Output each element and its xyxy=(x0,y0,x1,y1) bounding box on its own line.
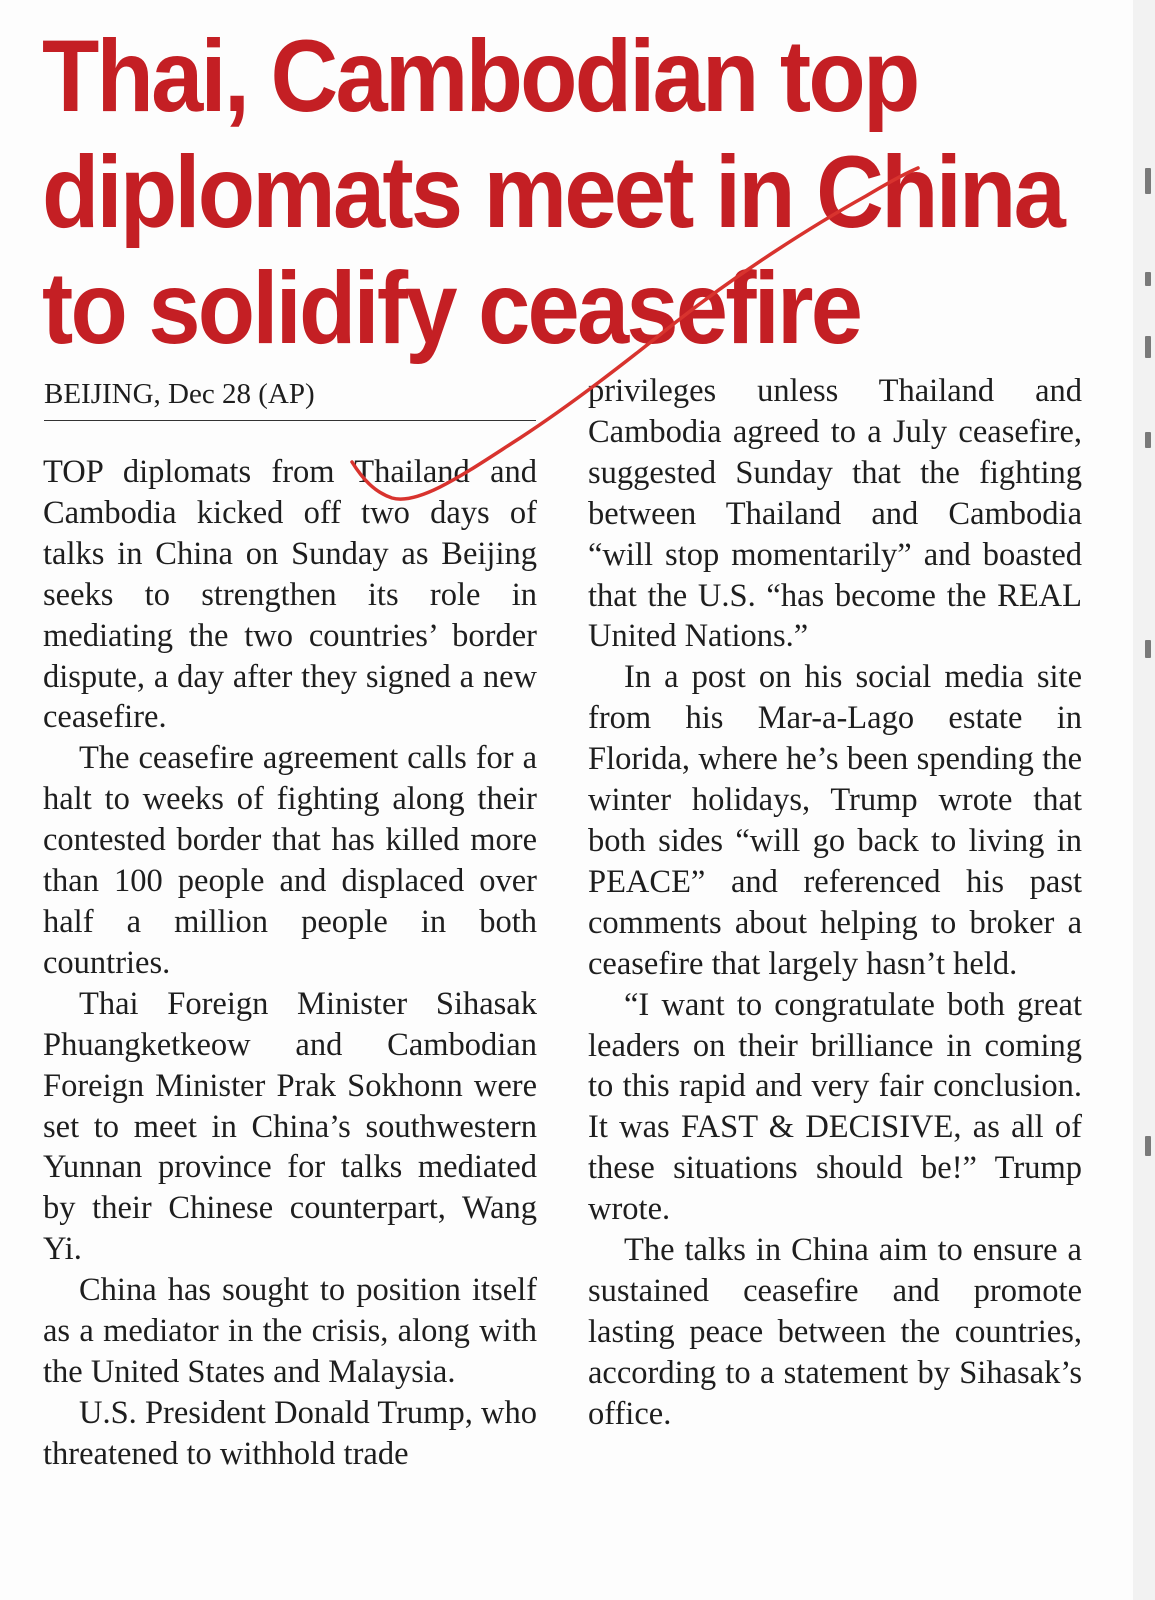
paragraph: U.S. President Donald Trump, who threatened to withhold trade xyxy=(43,1394,537,1472)
article-column-right xyxy=(588,371,1082,1435)
paragraph: Thai Foreign Minister Sihasak Phuangketkeow and Cambodian Foreign Minister Prak Sokhonn were set to meet in China’s southwestern Yunnan province for talks mediated by their Chinese counterpart, Wang Yi. xyxy=(43,985,537,1268)
paragraph: TOP diplomats from Thailand and Cambodia kicked off two days of talks in China on Sunday as Beijing seeks to strengthen its role in mediating the two countries’ border dispute, a day after they signed a new ceasefire. xyxy=(43,454,537,736)
edge-text-fragment xyxy=(1145,272,1151,286)
article-column-left xyxy=(43,452,537,1475)
headline-line-3: to solidify ceasefire xyxy=(42,251,861,365)
headline xyxy=(42,18,1064,366)
headline-line-1: Thai, Cambodian top xyxy=(42,19,918,133)
edge-text-fragment xyxy=(1145,168,1151,194)
paragraph: The talks in China aim to ensure a sustained ceasefire and promote lasting peace between the countries, according to a statement by Sihasak’s office. xyxy=(588,1232,1082,1432)
edge-text-fragment xyxy=(1145,336,1151,358)
paragraph-continued: privileges unless Thailand and Cambodia agreed to a July ceasefire, suggested Sunday that the fighting between Thailand and Cambodia “will stop momentarily” and boasted that the U.S. “has become the REAL United Nations.” xyxy=(588,373,1082,655)
edge-text-fragment xyxy=(1145,432,1151,448)
edge-text-fragment xyxy=(1145,1136,1151,1156)
paragraph: China has sought to position itself as a mediator in the crisis, along with the United States and Malaysia. xyxy=(43,1272,537,1390)
dateline: BEIJING, Dec 28 (AP) xyxy=(44,376,536,421)
paragraph: The ceasefire agreement calls for a halt to weeks of fighting along their contested border that has killed more than 100 people and displaced over half a million people in both countries. xyxy=(43,740,537,981)
adjacent-column-edge xyxy=(1133,0,1155,1600)
paragraph: “I want to congratulate both great leaders on their brilliance in coming to this rapid and very fair conclusion. It was FAST & DECISIVE, as all of these situations should be!” Trump wrote. xyxy=(588,986,1082,1228)
edge-text-fragment xyxy=(1145,640,1151,658)
headline-line-2: diplomats meet in China xyxy=(42,135,1064,249)
paragraph: In a post on his social media site from his Mar-a-Lago estate in Florida, where he’s been spending the winter holidays, Trump wrote that both sides “will go back to living in PEACE” and referenced his past comments about helping to broker a ceasefire that largely hasn’t held. xyxy=(588,659,1082,982)
